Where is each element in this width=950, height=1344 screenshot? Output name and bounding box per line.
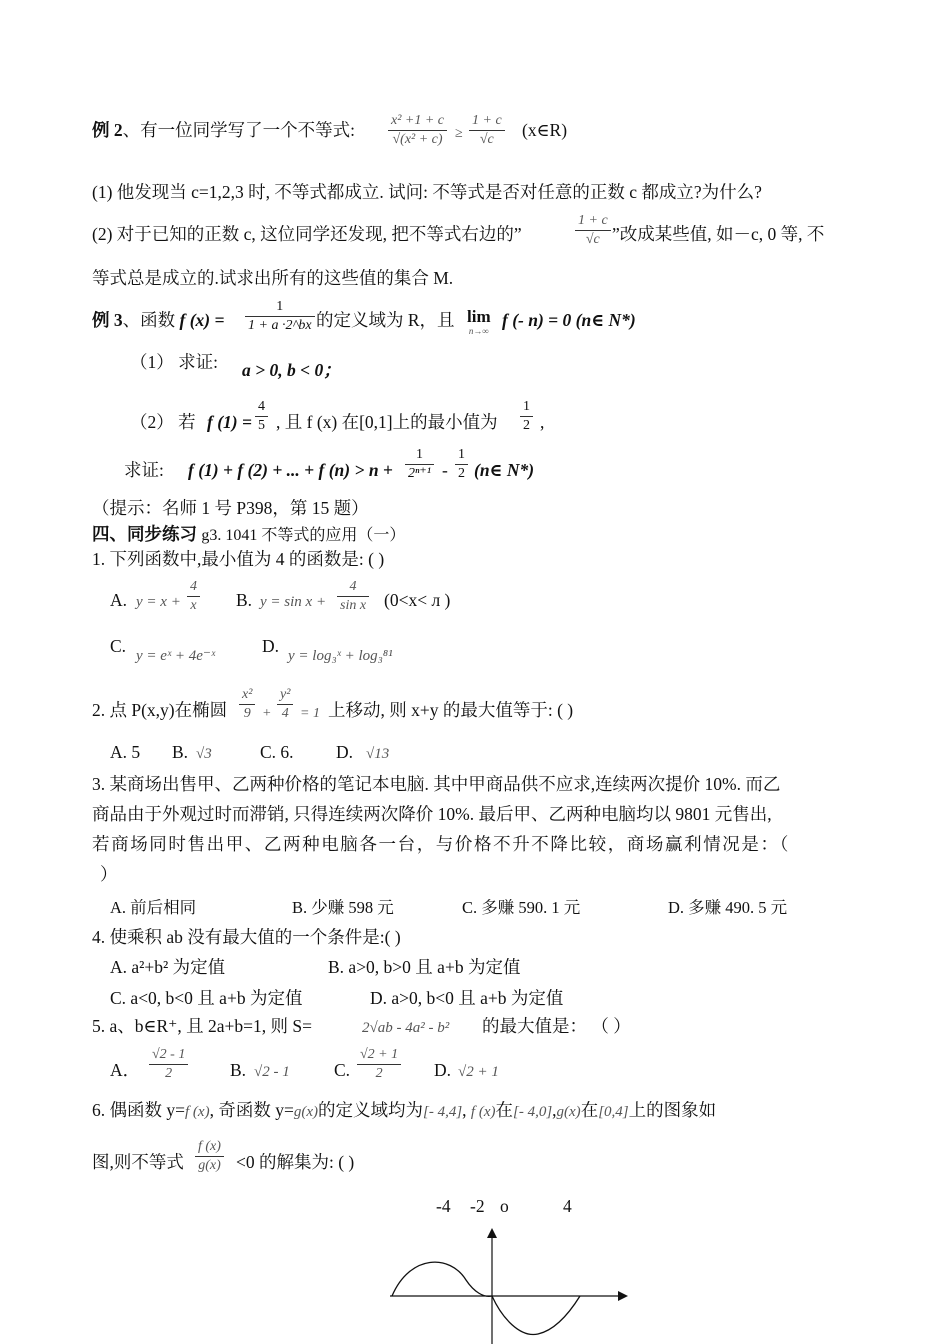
q3-A: A. 前后相同 <box>110 898 197 917</box>
ex2-rhs-den: √c <box>479 132 494 147</box>
ex3-p2-label: （2） 若 <box>130 412 196 432</box>
q5-A-num: √2 - 1 <box>149 1046 188 1065</box>
ex3-p2-fraction2 <box>517 398 536 435</box>
q3-B: B. 少赚 598 元 <box>292 898 394 917</box>
graph-label-neg2: -2 <box>470 1196 485 1216</box>
q3-D: D. 多赚 490. 5 元 <box>668 898 788 917</box>
q1-C-label: C. <box>110 636 127 656</box>
q5-B: B. <box>230 1060 247 1080</box>
q6-dom: [- 4,4] <box>422 1104 463 1120</box>
ex3-proof-den: 2ⁿ⁺¹ <box>408 466 431 481</box>
q6-l1-f: , <box>552 1100 557 1120</box>
q6-fraction <box>192 1138 227 1175</box>
q1-A-label: A. <box>110 590 128 610</box>
q4-B: B. a>0, b>0 且 a+b 为定值 <box>328 957 521 977</box>
q6-frac-num: f (x) <box>195 1138 224 1157</box>
q6-fx2: f (x) <box>470 1104 496 1120</box>
ex2-rhs-fraction <box>466 112 508 149</box>
ex3-proof-fraction <box>402 446 437 483</box>
q6-l1-e: 在 <box>495 1100 513 1120</box>
ex3-p2-den2: 2 <box>523 418 530 433</box>
q6-l1-c: 的定义域均为 <box>317 1100 423 1120</box>
q2-frac2 <box>274 686 296 723</box>
q2-den2: 4 <box>281 706 289 721</box>
ex3-lim <box>467 308 491 336</box>
ex3-p2-den: 5 <box>258 418 265 433</box>
ex2-q2-b: ”改成某些值, 如－c, 0 等, 不 <box>612 224 825 244</box>
q6-l2-b: <0 的解集为: ( ) <box>236 1152 355 1172</box>
q3-line3: 若商场同时售出甲、乙两种电脑各一台，与价格不升不降比较，商场赢利情况是：（ <box>92 834 790 854</box>
ex3-fx-den: 1 + a ·2^bx <box>248 318 312 333</box>
ex2-lhs-den: √(x² + c) <box>392 132 443 147</box>
q1-D-label: D. <box>262 636 280 656</box>
q1-B-expr: y = sin x + <box>260 594 327 610</box>
q2-C: C. 6. <box>260 742 294 762</box>
q2-D-expr: √13 <box>366 746 390 762</box>
ex2-q2-a: (2) 对于已知的正数 c, 这位同学还发现, 把不等式右边的” <box>92 224 522 244</box>
q2-B: B. <box>172 742 189 762</box>
ex2-rhs-num: 1 + c <box>469 112 505 131</box>
section4-sub: g3. 1041 不等式的应用（一） <box>201 527 406 544</box>
q4-C: C. a<0, b<0 且 a+b 为定值 <box>110 988 303 1008</box>
ex2-domain: (x∈R) <box>522 120 568 140</box>
q2-eq: = 1 <box>300 706 320 721</box>
q2-plus: + <box>262 706 272 721</box>
y-axis-arrow <box>487 1228 497 1238</box>
q1-A-den: x <box>190 598 197 613</box>
q3-line2: 商品由于外观过时而滞销, 只得连续两次降价 10%. 最后甲、乙两种电脑均以 9801 元售出, <box>92 804 772 824</box>
q1-C-expr: y = eˣ + 4e⁻ˣ <box>136 648 216 664</box>
ex3-p2-num2: 1 <box>520 398 533 417</box>
q6-l2-a: 图,则不等式 <box>92 1152 184 1172</box>
ex2-q1: (1) 他发现当 c=1,2,3 时, 不等式都成立. 试问: 不等式是否对任意的正数 c 都成立?为什么? <box>92 182 762 202</box>
ex3-proof-num: 1 <box>405 446 434 465</box>
q6-l1-g: 在 <box>580 1100 599 1120</box>
ex3-p2-a: f (1) = <box>207 412 252 432</box>
q5-stem-b: 的最大值是： （ ） <box>482 1016 631 1036</box>
q4-stem: 4. 使乘积 ab 没有最大值的一个条件是:( ) <box>92 927 401 947</box>
ex3-hint: （提示：名师 1 号 P398，第 15 题） <box>92 498 369 518</box>
q5-D-expr: √2 + 1 <box>458 1064 499 1080</box>
q1-B-num: 4 <box>337 578 369 597</box>
q2-stem-b: 上移动, 则 x+y 的最大值等于: ( ) <box>328 700 574 720</box>
q5-stem-a: 5. a、b∈R⁺, 且 2a+b=1, 则 S= <box>92 1016 312 1036</box>
ex2-q2-num: 1 + c <box>575 212 611 231</box>
q6-gx: g(x) <box>293 1104 318 1120</box>
q1-A-fraction <box>184 578 203 615</box>
function-graph <box>380 1226 630 1344</box>
q3-C: C. 多赚 590. 1 元 <box>462 898 581 917</box>
graph-label-4: 4 <box>563 1196 572 1216</box>
q2-D: D. <box>336 742 354 762</box>
ex3-proof-label: 求证: <box>124 460 164 480</box>
q4-A: A. a²+b² 为定值 <box>110 957 226 977</box>
ex3-lim-word: lim <box>467 307 491 326</box>
q1-B-den: sin x <box>340 598 367 613</box>
q6-l1-d: , <box>462 1100 467 1120</box>
ex3-p1-label: （1） 求证: <box>130 352 218 372</box>
q1-A-num: 4 <box>187 578 200 597</box>
q2-num1: x² <box>239 686 255 705</box>
q3-line4: ） <box>100 864 118 884</box>
curve-left <box>392 1262 492 1296</box>
q5-A-fraction <box>146 1046 191 1083</box>
ex3-line <box>92 308 224 332</box>
graph-label-origin: o <box>500 1196 509 1216</box>
q1-D-expr: y = log₃ˣ + log₃⁸¹ <box>288 648 393 664</box>
graph-label-neg4: -4 <box>436 1196 451 1216</box>
section4-title: 四、同步练习 <box>92 524 197 544</box>
q5-D: D. <box>434 1060 452 1080</box>
q6-line1 <box>92 1098 716 1124</box>
q2-B-expr: √3 <box>196 746 212 762</box>
ex2-q2-den: √c <box>585 232 600 247</box>
q1-B-fraction <box>334 578 372 615</box>
q2-frac1 <box>236 686 258 723</box>
ex3-proof-fraction2 <box>452 446 471 483</box>
ex2-intro: 、有一位同学写了一个不等式: <box>122 120 355 140</box>
ex3-p2-num: 4 <box>255 398 268 417</box>
ex3-intro: 、函数 <box>122 310 176 330</box>
ex3-p2-b: , 且 f (x) 在[0,1]上的最小值为 <box>276 412 498 432</box>
ex3-fx-num: 1 <box>245 298 315 317</box>
section4-heading <box>92 522 405 548</box>
q5-C-fraction <box>354 1046 404 1083</box>
ex2-title: 例 2 <box>92 120 123 140</box>
ex3-proof-c: (n∈ N*) <box>474 460 535 480</box>
ex3-mid: 的定义域为 R，且 <box>316 310 455 330</box>
ex2-line <box>92 118 355 142</box>
ex2-ge: ≥ <box>455 126 463 141</box>
ex2-q2-fraction <box>572 212 614 249</box>
q6-l1-b: , 奇函数 y= <box>209 1100 294 1120</box>
q2-stem-a: 2. 点 P(x,y)在椭圆 <box>92 700 228 720</box>
ex3-fx-fraction <box>242 298 318 335</box>
ex3-lim-sub: n→∞ <box>468 326 489 336</box>
ex3-proof-num2: 1 <box>455 446 468 465</box>
q5-expr: 2√ab - 4a² - b² <box>362 1020 450 1036</box>
q3-line1: 3. 某商场出售甲、乙两种价格的笔记本电脑. 其中甲商品供不应求,连续两次提价 10%. 而乙 <box>92 774 781 794</box>
ex3-fx: f (x) = <box>179 310 225 330</box>
ex2-lhs-fraction <box>385 112 450 149</box>
q6-int2: [0,4] <box>598 1104 629 1120</box>
ex2-lhs-num: x² +1 + c <box>388 112 447 131</box>
ex3-title: 例 3 <box>92 310 123 330</box>
q1-B-label: B. <box>236 590 253 610</box>
q1-stem: 1. 下列函数中,最小值为 4 的函数是: ( ) <box>92 549 385 569</box>
q6-frac-den: g(x) <box>198 1158 221 1173</box>
ex3-p2-fraction <box>252 398 271 435</box>
q2-A: A. 5 <box>110 742 141 762</box>
q1-A-expr: y = x + <box>136 594 181 610</box>
ex2-q2-c: 等式总是成立的.试求出所有的这些值的集合 M. <box>92 268 454 288</box>
ex3-lim-expr: f (- n) = 0 (n∈ N*) <box>502 310 636 330</box>
q5-A: A． <box>110 1060 141 1080</box>
q1-B-cond: (0<x< л ) <box>384 590 451 610</box>
q5-C: C. <box>334 1060 351 1080</box>
ex3-proof-b: - <box>442 460 448 480</box>
q6-l1-h: 上的图象如 <box>628 1100 717 1120</box>
ex3-p1-expr: a > 0, b < 0； <box>242 360 341 380</box>
q4-D: D. a>0, b<0 且 a+b 为定值 <box>370 988 564 1008</box>
ex3-proof-den2: 2 <box>458 466 465 481</box>
curve-right <box>492 1296 580 1335</box>
q6-gx2: g(x) <box>556 1104 581 1120</box>
q2-den1: 9 <box>243 706 251 721</box>
q6-int1: [- 4,0] <box>512 1104 553 1120</box>
q5-C-den: 2 <box>375 1066 383 1081</box>
q6-l1-a: 6. 偶函数 y= <box>92 1100 185 1120</box>
q5-B-expr: √2 - 1 <box>254 1064 290 1080</box>
q2-num2: y² <box>277 686 293 705</box>
ex3-proof-a: f (1) + f (2) + ... + f (n) > n + <box>188 460 393 480</box>
q6-fx: f (x) <box>185 1104 210 1120</box>
x-axis-arrow <box>618 1291 628 1301</box>
q5-A-den: 2 <box>165 1066 173 1081</box>
ex3-p2-c: , <box>540 412 545 432</box>
q5-C-num: √2 + 1 <box>357 1046 401 1065</box>
